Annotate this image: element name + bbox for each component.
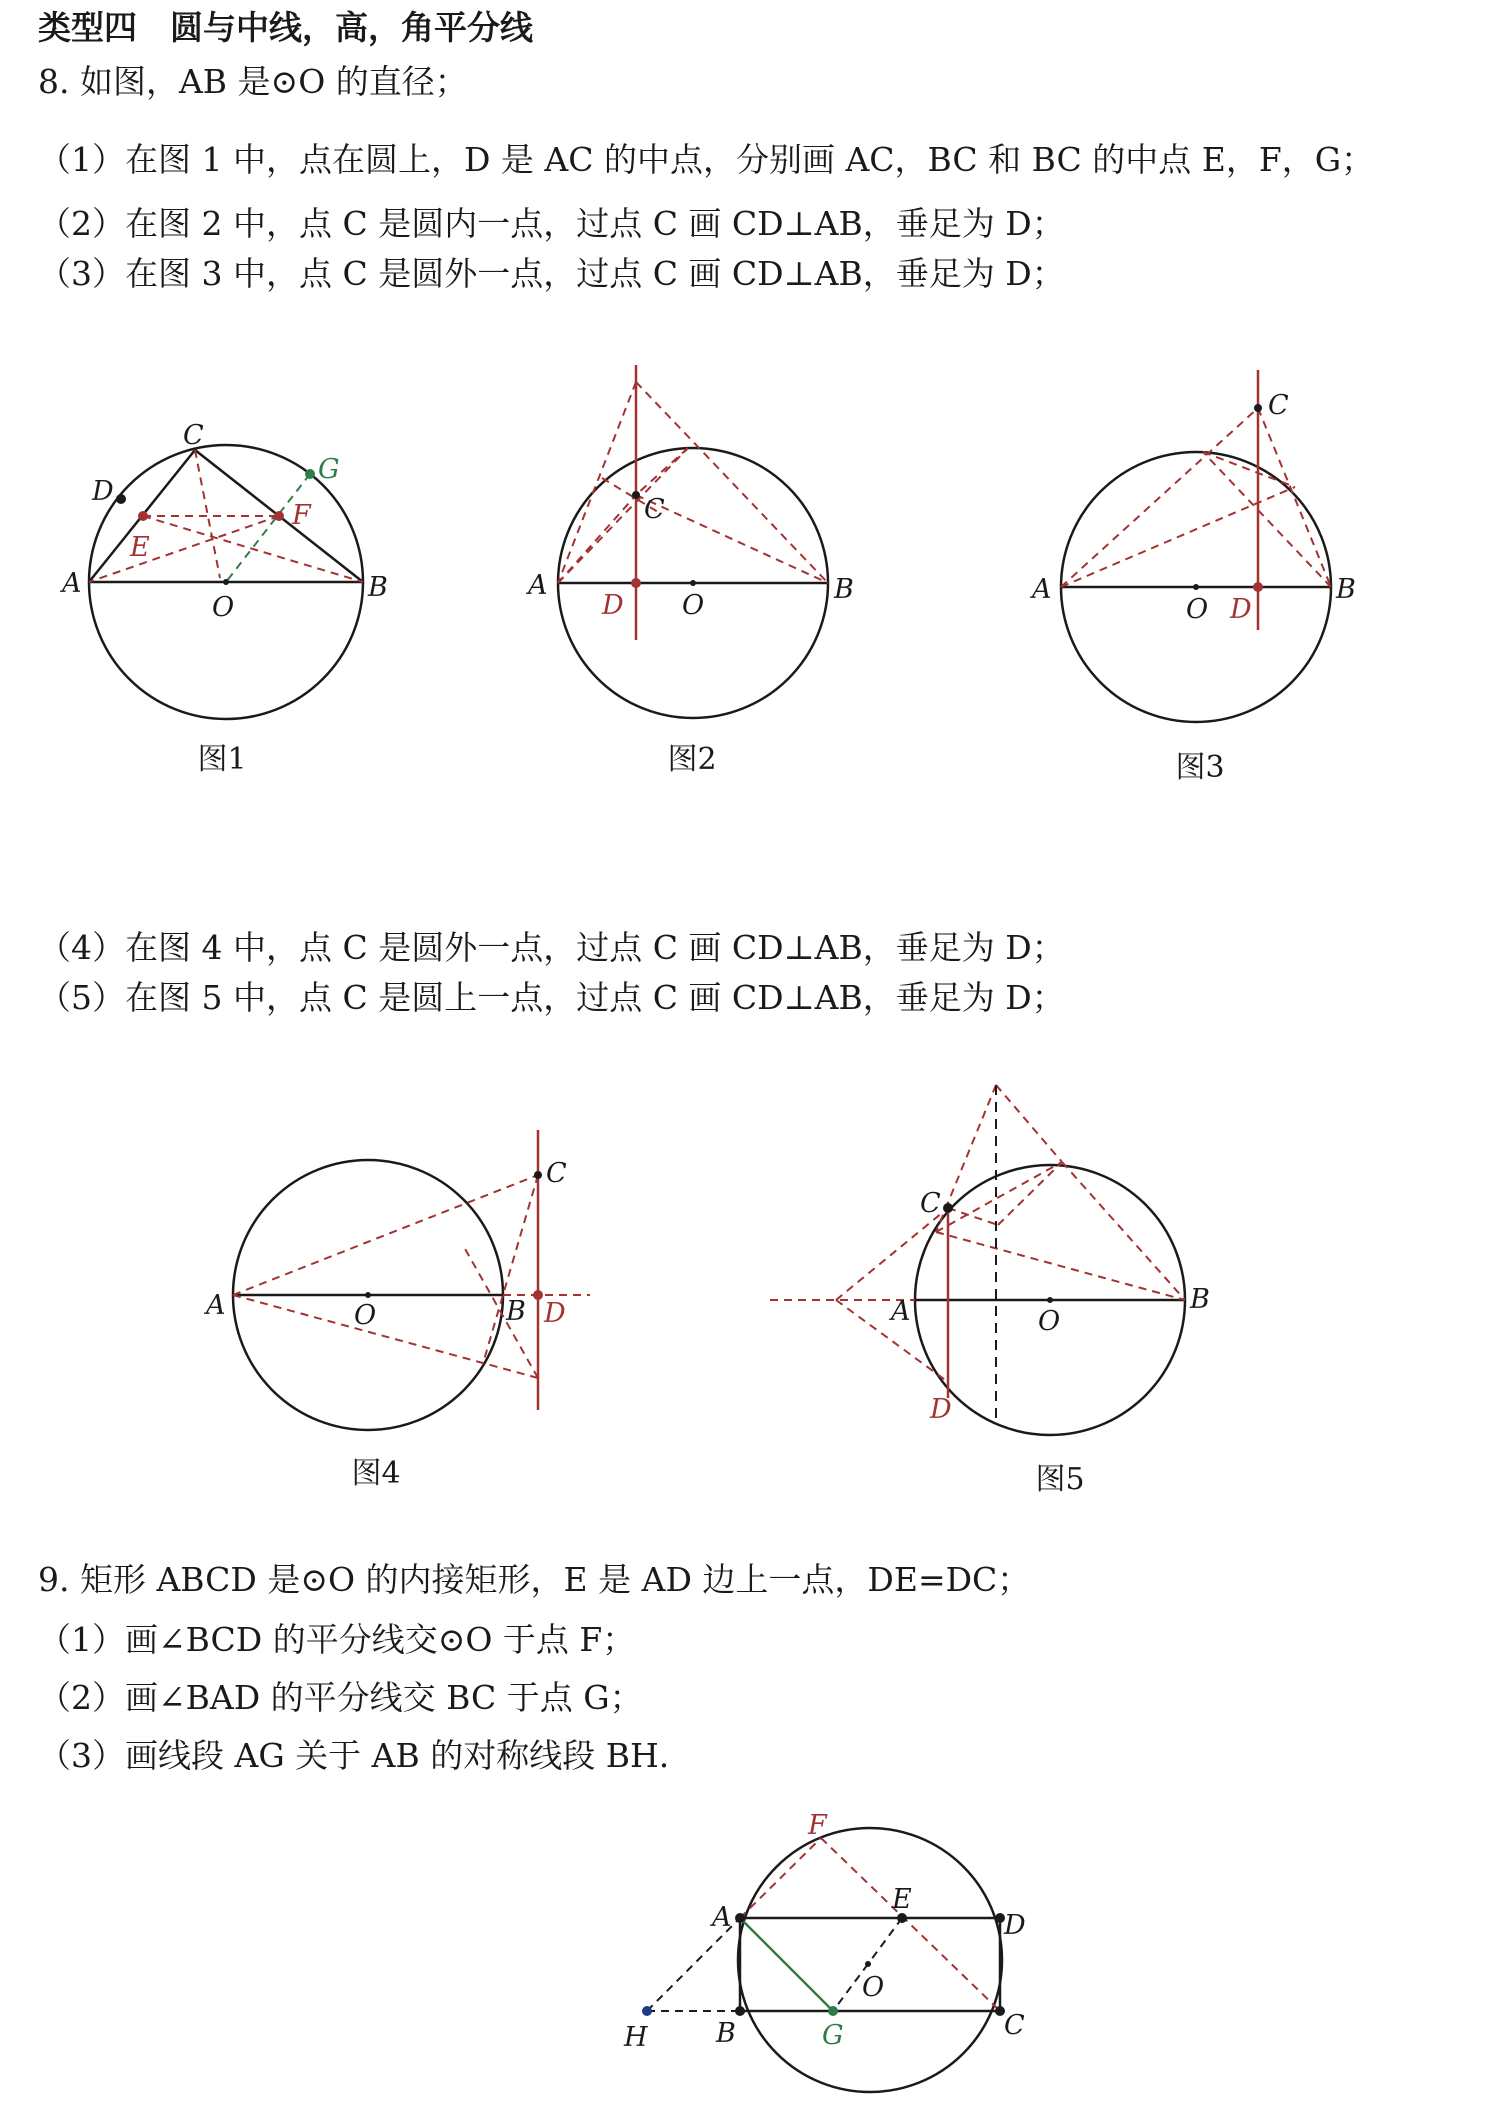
q9-stem: 9. 矩形 ABCD 是⊙O 的内接矩形，E 是 AD 边上一点，DE=DC； [38, 1560, 1031, 1599]
q8-item-5: （5）在图 5 中，点 C 是圆上一点，过点 C 画 CD⊥AB，垂足为 D； [38, 978, 1065, 1017]
fig1-label-g: G [318, 454, 340, 485]
fig2-label-d: D [602, 590, 624, 621]
fig2-label-a: A [528, 570, 548, 601]
figure-6 [620, 1800, 1060, 2110]
fig4-label-b: B [506, 1296, 526, 1327]
figure-5-caption: 图5 [1035, 1462, 1085, 1497]
fig1-label-d: D [92, 476, 114, 507]
figure-4-caption: 图4 [351, 1456, 401, 1491]
fig5-label-a: A [891, 1296, 911, 1327]
figure-5 [760, 1075, 1220, 1450]
q8-item-1: （1）在图 1 中，点在圆上，D 是 AC 的中点，分别画 AC，BC 和 BC 的中点 E，F，G； [38, 140, 1375, 179]
figure-2-caption: 图2 [667, 742, 717, 777]
q9-item-2: （2）画∠BAD 的平分线交 BC 于点 G； [38, 1678, 643, 1717]
figure-4 [190, 1120, 610, 1450]
figure-1-caption: 图1 [197, 742, 247, 777]
fig3-label-c: C [1268, 390, 1289, 421]
fig6-label-b: B [716, 2018, 736, 2049]
fig1-label-b: B [368, 572, 388, 603]
figure-3-caption: 图3 [1175, 750, 1225, 785]
fig4-label-a: A [206, 1290, 226, 1321]
fig3-label-b: B [1336, 574, 1356, 605]
fig1-label-a: A [62, 568, 82, 599]
fig2-label-b: B [834, 574, 854, 605]
fig1-label-o: O [212, 592, 235, 623]
fig2-label-c: C [644, 494, 665, 525]
q8-stem: 8. 如图，AB 是⊙O 的直径； [38, 62, 468, 101]
fig6-label-g: G [822, 2020, 844, 2051]
section-title: 类型四 圆与中线，高，角平分线 [38, 8, 533, 47]
q9-item-3: （3）画线段 AG 关于 AB 的对称线段 BH. [38, 1736, 670, 1775]
fig4-label-d: D [544, 1298, 566, 1329]
fig4-label-c: C [546, 1158, 567, 1189]
fig4-label-o: O [354, 1300, 377, 1331]
q8-item-3: （3）在图 3 中，点 C 是圆外一点，过点 C 画 CD⊥AB，垂足为 D； [38, 254, 1065, 293]
fig5-label-c: C [920, 1188, 941, 1219]
fig6-label-f: F [808, 1810, 827, 1841]
fig1-label-c: C [183, 420, 204, 451]
fig2-label-o: O [682, 590, 705, 621]
fig1-label-e: E [130, 532, 150, 563]
q8-item-2: （2）在图 2 中，点 C 是圆内一点，过点 C 画 CD⊥AB，垂足为 D； [38, 204, 1065, 243]
fig6-label-e: E [892, 1884, 912, 1915]
figure-3 [1020, 360, 1400, 730]
fig5-label-o: O [1038, 1306, 1061, 1337]
fig5-label-d: D [930, 1394, 952, 1425]
fig6-label-c: C [1004, 2010, 1025, 2041]
figure-1 [60, 420, 420, 750]
figure-2 [520, 360, 880, 730]
fig3-label-o: O [1186, 594, 1209, 625]
fig6-label-a: A [712, 1902, 732, 1933]
fig3-label-a: A [1032, 574, 1052, 605]
fig5-label-b: B [1190, 1284, 1210, 1315]
fig1-label-f: F [292, 500, 311, 531]
fig6-label-d: D [1004, 1910, 1026, 1941]
fig6-label-o: O [862, 1972, 885, 2003]
fig3-label-d: D [1230, 594, 1252, 625]
fig6-label-h: H [624, 2022, 648, 2053]
q9-item-1: （1）画∠BCD 的平分线交⊙O 于点 F； [38, 1620, 636, 1659]
q8-item-4: （4）在图 4 中，点 C 是圆外一点，过点 C 画 CD⊥AB，垂足为 D； [38, 928, 1065, 967]
